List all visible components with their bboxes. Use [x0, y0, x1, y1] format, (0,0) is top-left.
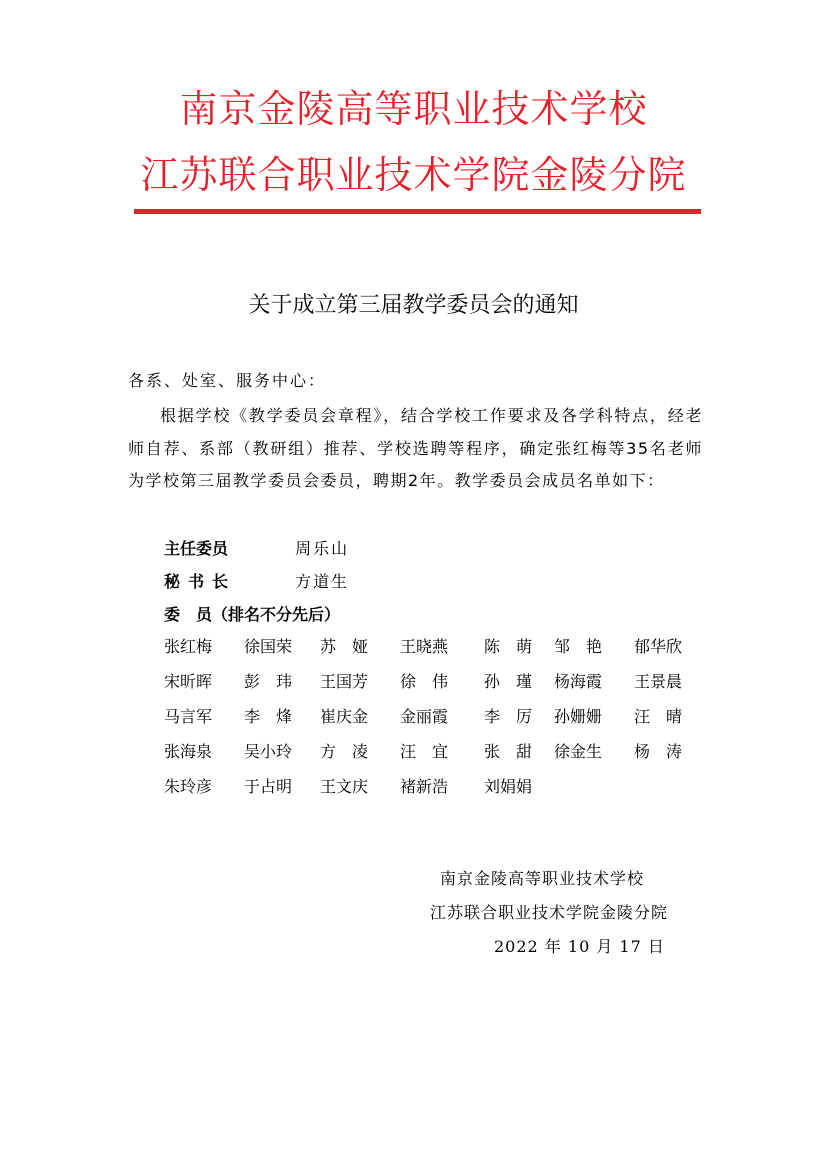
member-name: 徐 伟 [400, 672, 449, 691]
signature-org-branch: 江苏联合职业技术学院金陵分院 [430, 903, 669, 922]
member-name: 杨 涛 [634, 742, 683, 761]
role-secretary-row [164, 569, 349, 592]
member-name: 朱玲彦 [164, 777, 213, 796]
member-name: 崔庆金 [320, 707, 369, 726]
header-title-school: 南京金陵高等职业技术学校 [179, 87, 648, 131]
signature-date: 2022 年 10 月 17 日 [494, 937, 665, 956]
member-name: 张红梅 [164, 637, 213, 656]
member-name: 郁华欣 [634, 637, 683, 656]
member-name: 褚新浩 [400, 777, 449, 796]
member-name: 苏 娅 [320, 637, 369, 656]
member-name: 李 厉 [484, 707, 533, 726]
member-name: 宋昕晖 [164, 672, 213, 691]
header-divider [134, 209, 701, 214]
secretary-label: 秘书长 [164, 572, 237, 591]
member-name: 李 烽 [244, 707, 293, 726]
member-name: 杨海霞 [554, 672, 603, 691]
member-row [164, 704, 704, 739]
body-paragraph: 根据学校《教学委员会章程》，结合学校工作要求及各学科特点，经老师自荐、系部（教研组）推荐、学校选聘等程序，确定张红梅等35名老师为学校第三届教学委员会委员，聘期2年。教学委员会成员名单如下： [128, 406, 703, 490]
member-name: 王景晨 [634, 672, 683, 691]
member-name: 孙 瑾 [484, 672, 533, 691]
member-row [164, 739, 704, 774]
member-name: 张海泉 [164, 742, 213, 761]
member-name: 张 甜 [484, 742, 533, 761]
member-name: 王文庆 [320, 777, 369, 796]
member-row [164, 774, 704, 809]
role-chair-row [164, 536, 349, 559]
member-name: 方 凌 [320, 742, 369, 761]
member-name: 王晓燕 [400, 637, 449, 656]
member-name: 汪 晴 [634, 707, 683, 726]
signature-org-school: 南京金陵高等职业技术学校 [440, 869, 645, 888]
members-list [164, 634, 704, 809]
document-title: 关于成立第三届教学委员会的通知 [248, 293, 579, 318]
member-name: 彭 玮 [244, 672, 293, 691]
members-label: 委 员（排名不分先后） [164, 605, 341, 624]
chair-label: 主任委员 [164, 539, 229, 558]
member-name: 邹 艳 [554, 637, 603, 656]
member-name: 于占明 [244, 777, 293, 796]
member-name: 吴小玲 [244, 742, 293, 761]
header-title-branch: 江苏联合职业技术学院金陵分院 [140, 153, 687, 197]
member-name: 孙姗姗 [554, 707, 603, 726]
member-name: 马言军 [164, 707, 213, 726]
member-name: 徐国荣 [244, 637, 293, 656]
member-name: 王国芳 [320, 672, 369, 691]
member-name: 徐金生 [554, 742, 603, 761]
chair-name: 周乐山 [295, 539, 350, 558]
member-row [164, 669, 704, 704]
member-name: 刘娟娟 [484, 777, 533, 796]
member-name: 汪 宜 [400, 742, 449, 761]
member-name: 陈 萌 [484, 637, 533, 656]
member-name: 金丽霞 [400, 707, 449, 726]
role-members-row [164, 602, 340, 625]
recipient-line: 各系、处室、服务中心： [128, 371, 327, 390]
member-row [164, 634, 704, 669]
secretary-name: 方道生 [295, 572, 350, 591]
